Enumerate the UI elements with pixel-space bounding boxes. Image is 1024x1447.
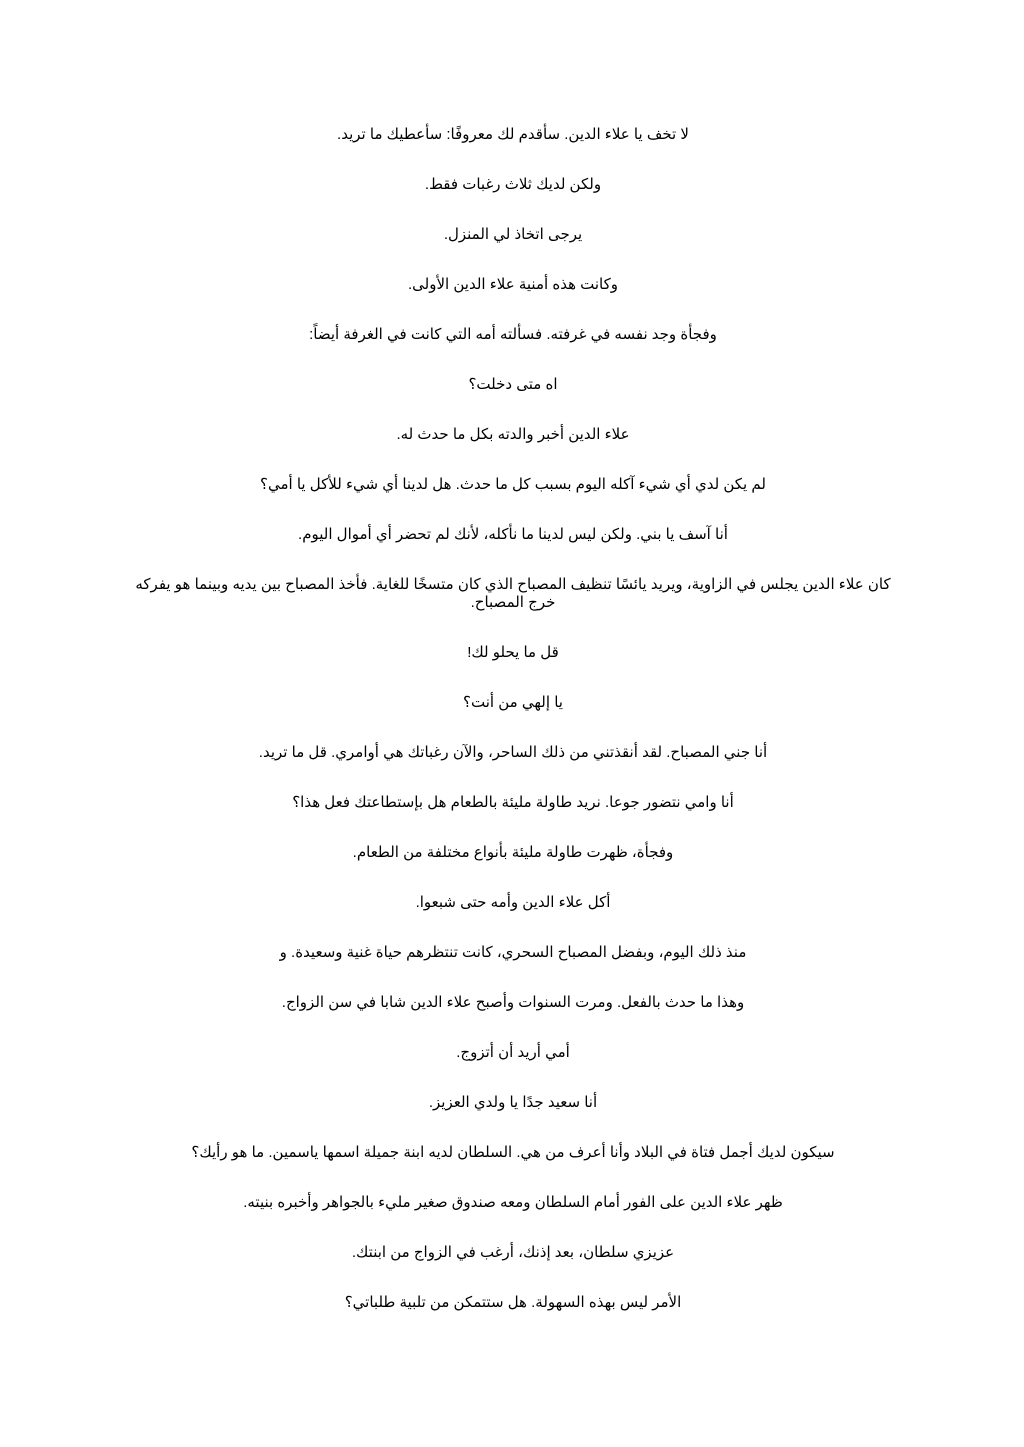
paragraph: أكل علاء الدين وأمه حتى شبعوا. xyxy=(415,894,611,911)
paragraph: لم يكن لدي أي شيء آكله اليوم بسبب كل ما حدث. هل لدينا أي شيء للأكل يا أمي؟ xyxy=(260,476,766,493)
paragraph: ظهر علاء الدين على الفور أمام السلطان ومعه صندوق صغير مليء بالجواهر وأخبره بنيته. xyxy=(243,1194,783,1211)
paragraph: عزيزي سلطان، بعد إذنك، أرغب في الزواج من ابنتك. xyxy=(351,1244,675,1261)
paragraph: أمي أريد أن أتزوج. xyxy=(456,1044,570,1061)
paragraph: قل ما يحلو لك! xyxy=(467,644,559,661)
paragraph: الأمر ليس بهذه السهولة. هل ستتمكن من تلبية طلباتي؟ xyxy=(344,1294,682,1311)
paragraph: يرجى اتخاذ لي المنزل. xyxy=(443,226,583,243)
paragraph: وهذا ما حدث بالفعل. ومرت السنوات وأصبح علاء الدين شابا في سن الزواج. xyxy=(281,994,745,1011)
paragraph: أنا جني المصباح. لقد أنقذتني من ذلك الساحر، والآن رغباتك هي أوامري. قل ما تريد. xyxy=(258,744,768,761)
paragraph: اه متى دخلت؟ xyxy=(468,376,558,393)
paragraph: علاء الدين أخبر والدته بكل ما حدث له. xyxy=(396,426,630,443)
paragraph: وفجأة وجد نفسه في غرفته. فسألته أمه التي كانت في الغرفة أيضاً: xyxy=(309,326,717,343)
paragraph: أنا آسف يا بني. ولكن ليس لدينا ما نأكله، لأنك لم تحضر أي أموال اليوم. xyxy=(298,526,728,543)
paragraph: كان علاء الدين يجلس في الزاوية، ويريد يائسًا تنظيف المصباح الذي كان متسخًا للغاية. فأخذ المصباح بين يديه وبينما هو يفركه خرج المصباح. xyxy=(135,576,891,611)
paragraph: وفجأة، ظهرت طاولة مليئة بأنواع مختلفة من الطعام. xyxy=(352,844,674,861)
paragraph: سيكون لديك أجمل فتاة في البلاد وأنا أعرف من هي. السلطان لديه ابنة جميلة اسمها ياسمين. ما هو رأيك؟ xyxy=(191,1144,835,1161)
paragraph: يا إلهي من أنت؟ xyxy=(463,694,563,711)
paragraph: وكانت هذه أمنية علاء الدين الأولى. xyxy=(408,276,618,293)
paragraph: منذ ذلك اليوم، وبفضل المصباح السحري، كانت تنتظرهم حياة غنية وسعيدة. و xyxy=(279,944,747,961)
paragraph: أنا سعيد جدًا يا ولدي العزيز. xyxy=(428,1094,598,1111)
paragraph: لا تخف يا علاء الدين. سأقدم لك معروفًا: سأعطيك ما تريد. xyxy=(337,126,689,143)
document-page xyxy=(128,126,898,1344)
paragraph: أنا وامي نتضور جوعا. نريد طاولة مليئة بالطعام هل بإستطاعتك فعل هذا؟ xyxy=(292,794,734,811)
paragraph: ولكن لديك ثلاث رغبات فقط. xyxy=(424,176,602,193)
